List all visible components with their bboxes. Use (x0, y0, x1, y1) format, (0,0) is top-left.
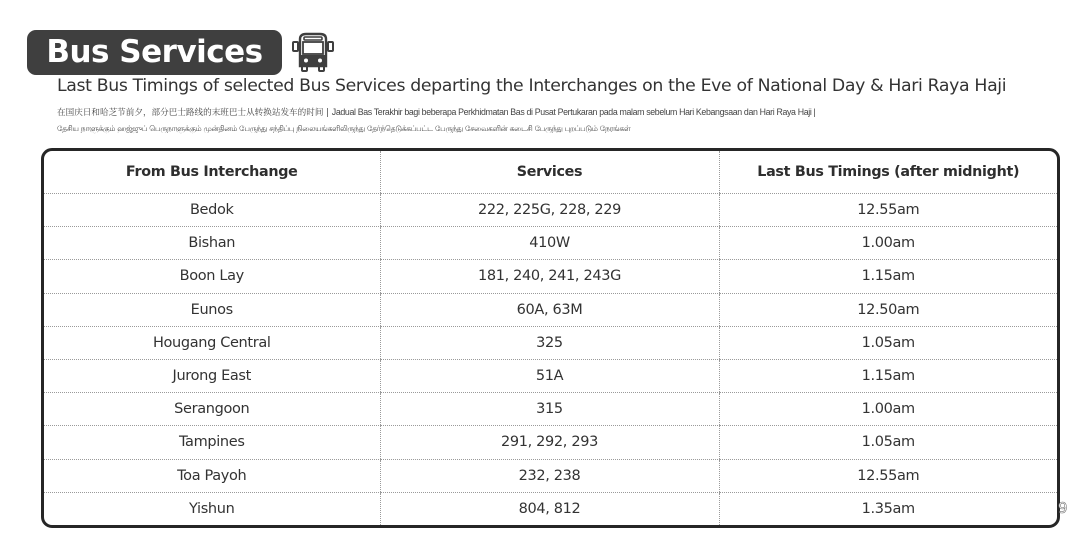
translation-tamil: தேசிய நாளுக்கும் ஹஜ்ஜுப் பெருநாளுக்கும் முன்தினம் பேருந்து சந்திப்பு நிலையங்களிலிருந்து தேர்ந்தெடுக்கப்பட்ட பேருந்து சேவைகளின் கடைசி பேருந்து புறப்படும் நேரங்கள் (57, 124, 631, 133)
cell-timing: 12.55am (719, 194, 1057, 227)
cell-timing: 1.05am (719, 426, 1057, 459)
table-row (44, 492, 1057, 525)
clipped-edge-glyph: 9 (1058, 499, 1068, 517)
cell-timing: 1.00am (719, 393, 1057, 426)
cell-interchange: Bishan (44, 227, 380, 260)
header-from-interchange: From Bus Interchange (44, 151, 380, 194)
translation-line-zh-ms (57, 106, 815, 118)
cell-timing: 1.35am (719, 492, 1057, 525)
header-services: Services (380, 151, 719, 194)
cell-interchange: Serangoon (44, 393, 380, 426)
cell-interchange: Bedok (44, 194, 380, 227)
bus-icon (290, 31, 336, 75)
subtitle: Last Bus Timings of selected Bus Services departing the Interchanges on the Eve of National Day & Hari Raya Haji (57, 76, 1007, 96)
cell-services: 315 (380, 393, 719, 426)
cell-services: 804, 812 (380, 492, 719, 525)
cell-timing: 1.00am (719, 227, 1057, 260)
table-row (44, 260, 1057, 293)
cell-interchange: Tampines (44, 426, 380, 459)
timings-table (44, 151, 1057, 525)
table-row (44, 227, 1057, 260)
table-header-row (44, 151, 1057, 194)
cell-interchange: Yishun (189, 500, 235, 517)
table-row (44, 326, 1057, 359)
table-row (44, 393, 1057, 426)
table-row (44, 293, 1057, 326)
cell-timing: 12.50am (719, 293, 1057, 326)
cell-interchange: Eunos (44, 293, 380, 326)
table-row (44, 426, 1057, 459)
cell-services: 410W (380, 227, 719, 260)
cell-services: 51A (380, 359, 719, 392)
cell-interchange: Toa Payoh (44, 459, 380, 492)
last-bus-timings-table (41, 148, 1060, 528)
translation-chinese: 在国庆日和哈芝节前夕，部分巴士路线的末班巴士从转换站发车的时间 | (57, 108, 332, 118)
table-row (44, 194, 1057, 227)
cell-services: 60A, 63M (380, 293, 719, 326)
cell-timing: 1.05am (719, 326, 1057, 359)
cell-services: 232, 238 (380, 459, 719, 492)
table-row (44, 359, 1057, 392)
cell-services: 222, 225G, 228, 229 (380, 194, 719, 227)
cell-timing: 1.15am (719, 359, 1057, 392)
cell-services: 181, 240, 241, 243G (380, 260, 719, 293)
section-title: Bus Services (46, 34, 263, 70)
cell-interchange: Jurong East (44, 359, 380, 392)
cell-timing: 12.55am (719, 459, 1057, 492)
table-row (44, 459, 1057, 492)
cell-interchange: Boon Lay (44, 260, 380, 293)
cell-services: 291, 292, 293 (380, 426, 719, 459)
section-title-banner (27, 30, 282, 75)
cell-timing: 1.15am (719, 260, 1057, 293)
translation-malay: Jadual Bas Terakhir bagi beberapa Perkhidmatan Bas di Pusat Pertukaran pada malam sebelum Hari Kebangsaan dan Hari Raya Haji | (331, 107, 816, 117)
header-last-bus-timings: Last Bus Timings (after midnight) (719, 151, 1057, 194)
cell-services: 325 (380, 326, 719, 359)
cell-interchange: Hougang Central (44, 326, 380, 359)
